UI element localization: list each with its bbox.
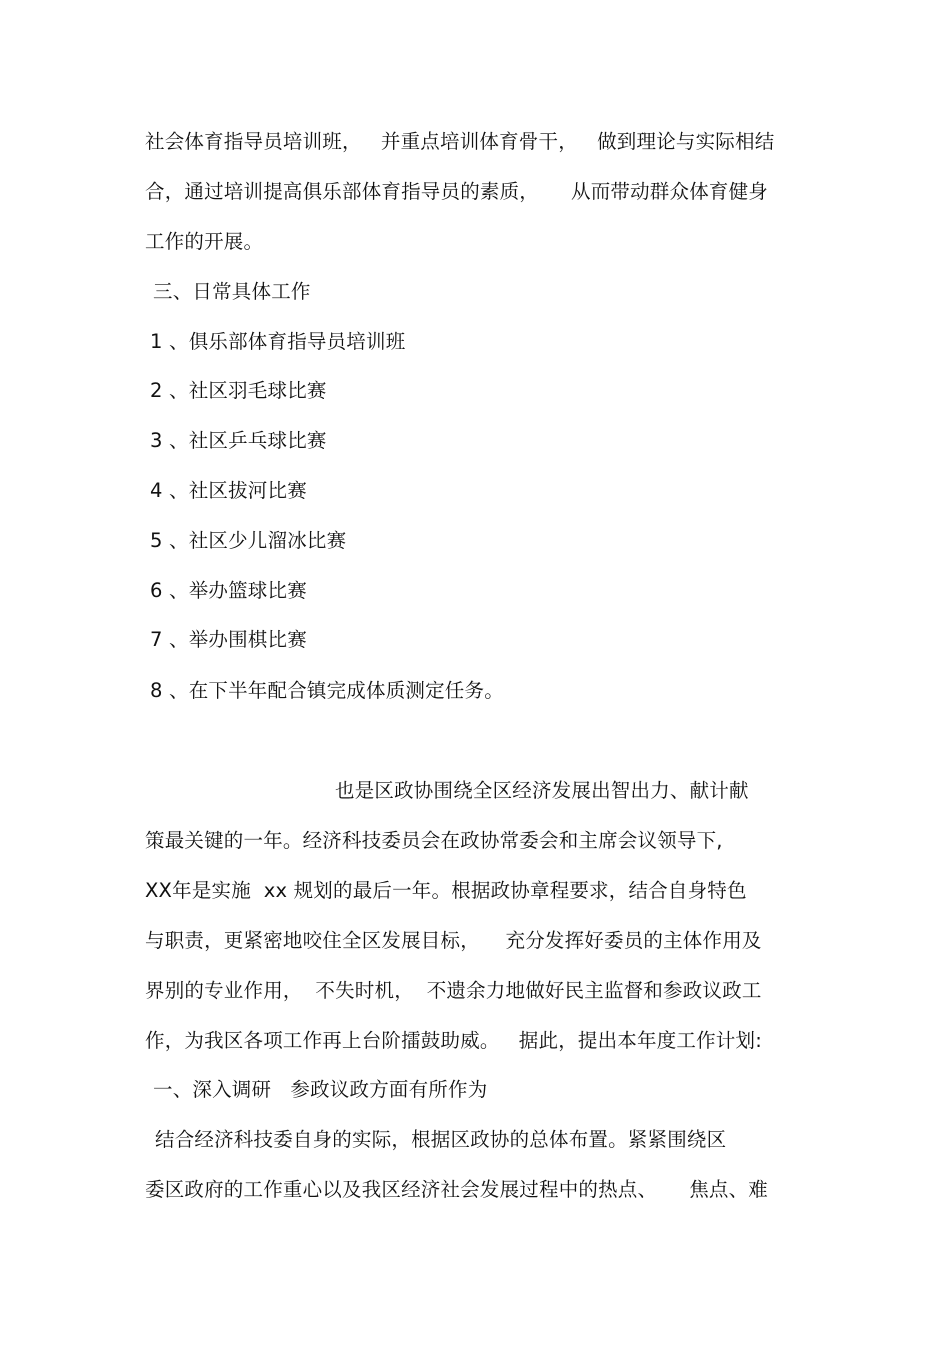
paragraph-line: 委区政府的工作重心以及我区经济社会发展过程中的热点、 焦点、难 xyxy=(145,1178,768,1201)
paragraph-line: XX年是实施 xx 规划的最后一年。根据政协章程要求，结合自身特色 xyxy=(145,879,747,902)
paragraph-line: 界别的专业作用， 不失时机， 不遗余力地做好民主监督和参政议政工 xyxy=(145,979,762,1002)
paragraph-line: 工作的开展。 xyxy=(145,230,264,253)
paragraph-line: 社会体育指导员培训班， 并重点培训体育骨干， 做到理论与实际相结 xyxy=(145,130,775,153)
list-item: 3 、社区乒乓球比赛 xyxy=(150,429,327,452)
paragraph-line: 策最关键的一年。经济科技委员会在政协常委会和主席会议领导下, xyxy=(145,829,723,852)
paragraph-line: 结合经济科技委自身的实际，根据区政协的总体布置。紧紧围绕区 xyxy=(155,1128,727,1151)
paragraph-line: 合，通过培训提高俱乐部体育指导员的素质， 从而带动群众体育健身 xyxy=(145,180,768,203)
paragraph-line: 也是区政协围绕全区经济发展出智出力、献计献 xyxy=(335,779,749,802)
paragraph-line: 作，为我区各项工作再上台阶擂鼓助威。 据此，提出本年度工作计划: xyxy=(145,1029,762,1052)
list-item: 2 、社区羽毛球比赛 xyxy=(150,379,327,402)
list-item: 5 、社区少儿溜冰比赛 xyxy=(150,529,347,552)
list-item: 8 、在下半年配合镇完成体质测定任务。 xyxy=(150,679,504,702)
paragraph-line: 与职责，更紧密地咬住全区发展目标， 充分发挥好委员的主体作用及 xyxy=(145,929,762,952)
list-item: 6 、举办篮球比赛 xyxy=(150,579,307,602)
list-item: 7 、举办围棋比赛 xyxy=(150,628,307,651)
list-item: 4 、社区拔河比赛 xyxy=(150,479,307,502)
section-heading: 一、深入调研 参政议政方面有所作为 xyxy=(153,1078,488,1101)
section-heading: 三、日常具体工作 xyxy=(153,280,311,303)
list-item: 1 、俱乐部体育指导员培训班 xyxy=(150,330,406,353)
